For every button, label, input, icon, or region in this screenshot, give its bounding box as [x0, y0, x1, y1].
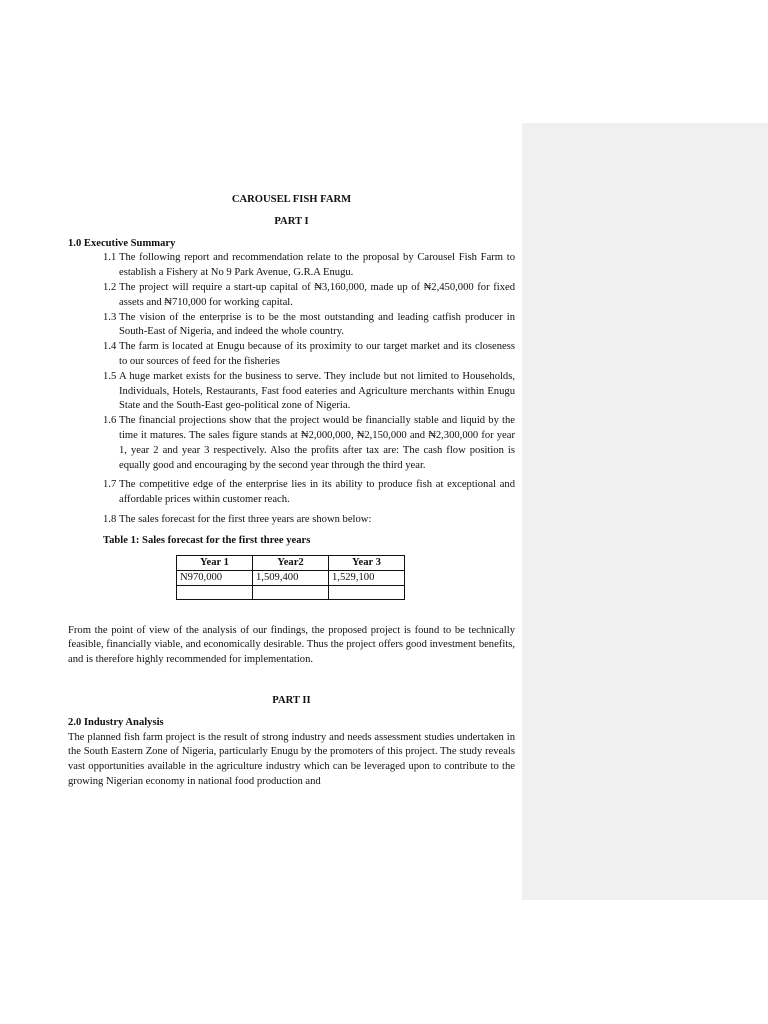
table-caption: Table 1: Sales forecast for the first three years [103, 534, 311, 546]
document-title: CAROUSEL FISH FARM [231, 194, 352, 205]
item-text: The vision of the enterprise is to be the most outstanding and leading catfish producer in South-East of Nigeria, and indeed the whole country. [119, 311, 515, 338]
column-header: Year 3 [329, 555, 405, 570]
item-number: 1.7 [103, 479, 117, 491]
table-row [177, 585, 405, 599]
executive-summary-heading: 1.0 Executive Summary [68, 237, 176, 249]
item-text: The following report and recommendation relate to the proposal by Carousel Fish Farm to establish a Fishery at No 9 Park Avenue, G.R.A Enugu. [119, 252, 515, 279]
part-two-title: PART II [272, 694, 311, 706]
list-item [68, 311, 515, 341]
item-text: The financial projections show that the project would be financially stable and liquid by the time it matures. The sales figure stands at ₦2,000,000, ₦2,150,000 and ₦2,300,000 for year 1, year 2 and year 3 respectively. Also the profits after tax are: The cash flow position is equally good and encouraging by the second year through the third year. [119, 415, 515, 471]
table-cell: N970,000 [177, 570, 253, 585]
sales-forecast-table [176, 555, 405, 600]
list-item [68, 281, 515, 311]
item-number: 1.6 [103, 415, 117, 427]
table-row [177, 570, 405, 585]
executive-summary-list [68, 251, 515, 527]
item-number: 1.1 [103, 252, 117, 264]
table-cell [253, 585, 329, 599]
table-cell: 1,509,400 [253, 570, 329, 585]
item-number: 1.8 [103, 513, 117, 525]
table-cell: 1,529,100 [329, 570, 405, 585]
item-number: 1.5 [103, 370, 117, 382]
list-item [68, 251, 515, 281]
document-body [68, 193, 515, 790]
table-cell [329, 585, 405, 599]
item-text: The sales forecast for the first three years are shown below: [119, 513, 372, 525]
column-header: Year2 [253, 555, 329, 570]
table-cell [177, 585, 253, 599]
item-text: The project will require a start-up capital of ₦3,160,000, made up of ₦2,450,000 for fixed assets and ₦710,000 for working capital. [119, 281, 515, 308]
list-item [68, 370, 515, 414]
industry-analysis-paragraph: The planned fish farm project is the result of strong industry and needs assessment studies undertaken in the South Eastern Zone of Nigeria, particularly Enugu by the promoters of this project. The study reveals vast opportunities available in the agriculture industry which can be leveraged upon to contribute to the growing Nigerian economy in national food production and [68, 731, 515, 787]
item-text: A huge market exists for the business to serve. They include but not limited to Households, Individuals, Hotels, Restaurants, Fast food eateries and Agriculture merchants within Enugu State and the South-East geo-political zone of Nigeria. [119, 370, 515, 412]
part-one-title: PART I [274, 215, 309, 227]
list-item [68, 414, 515, 473]
list-item [68, 340, 515, 370]
comment-pane [522, 123, 768, 900]
item-text: The farm is located at Enugu because of its proximity to our target market and its closeness to our sources of feed for the fisheries [119, 341, 515, 367]
conclusion-paragraph: From the point of view of the analysis of our findings, the proposed project is found to be technically feasible, financially viable, and economically desirable. Thus the project offers good investment benefits, and is therefore highly recommended for implementation. [68, 624, 515, 666]
item-number: 1.4 [103, 341, 117, 353]
column-header: Year 1 [177, 555, 253, 570]
item-number: 1.3 [103, 311, 117, 323]
table-header-row [177, 555, 405, 570]
item-number: 1.2 [103, 281, 117, 293]
industry-analysis-heading: 2.0 Industry Analysis [68, 716, 164, 728]
list-item [68, 513, 515, 528]
item-text: The competitive edge of the enterprise lies in its ability to produce fish at exceptional and affordable prices within customer reach. [119, 479, 515, 506]
list-item [68, 478, 515, 508]
